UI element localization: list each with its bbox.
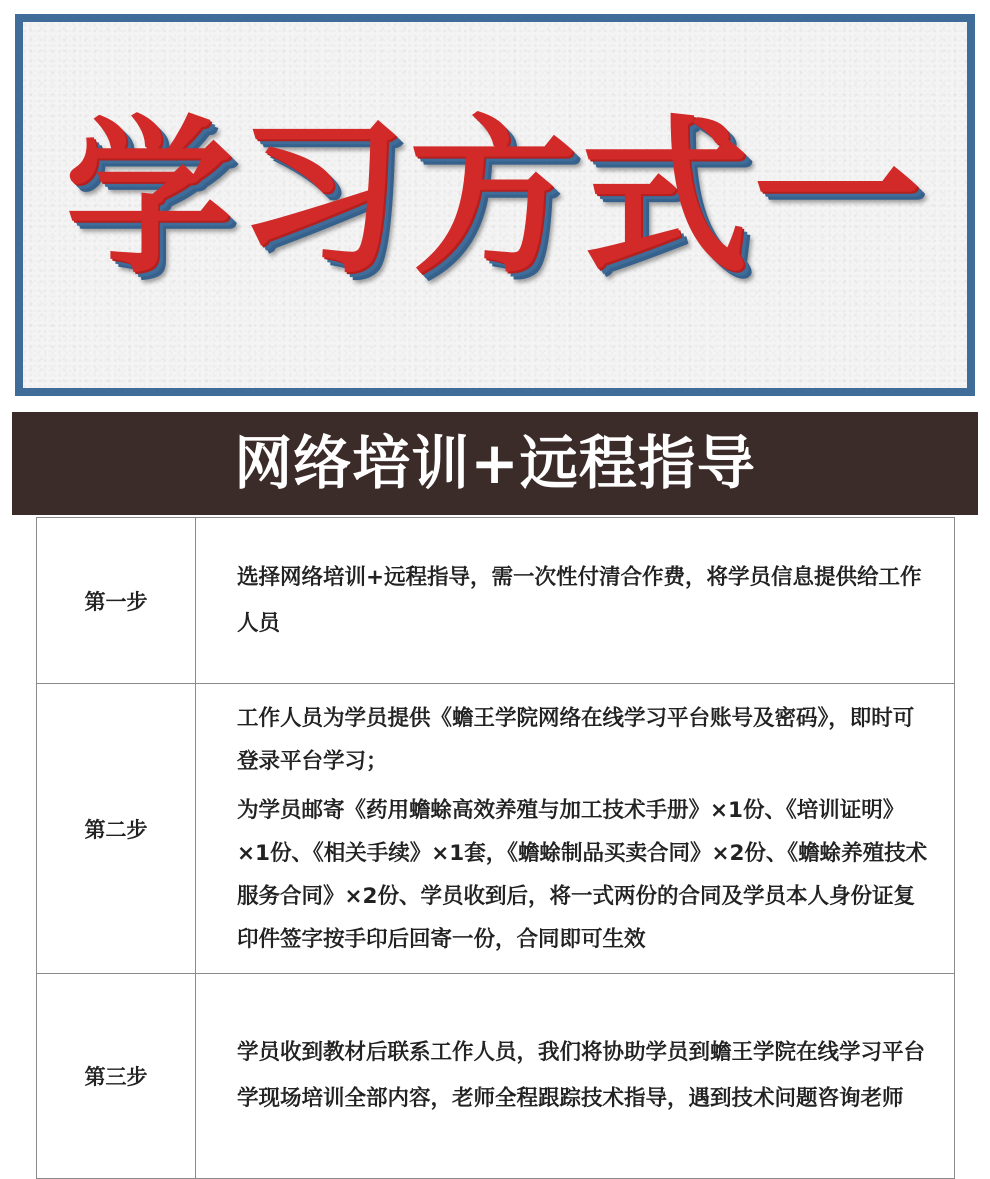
step-row (37, 974, 955, 1179)
banner-title: 网络培训+远程指导 (234, 429, 756, 497)
step-description (196, 684, 955, 974)
step-description (196, 974, 955, 1179)
step-paragraph: 为学员邮寄《药用蟾蜍高效养殖与加工技术手册》×1份、《培训证明》×1份、《相关手续》×1套，《蟾蜍制品买卖合同》×2份、《蟾蜍养殖技术服务合同》×2份、学员收到后，将一式两份的合同及学员本人身份证复印件签字按手印后回寄一份，合同即可生效 (237, 797, 928, 952)
step-label: 第三步 (37, 974, 196, 1179)
hero-panel (15, 14, 975, 396)
step-row (37, 518, 955, 684)
step-paragraph: 工作人员为学员提供《蟾王学院网络在线学习平台账号及密码》，即时可登录平台学习； (237, 705, 915, 774)
section-banner (12, 412, 978, 515)
step-paragraph: 学员收到教材后联系工作人员，我们将协助学员到蟾王学院在线学习平台学现场培训全部内容，老师全程跟踪技术指导，遇到技术问题咨询老师 (237, 1040, 926, 1111)
hero-title: 学习方式一 (65, 100, 925, 296)
step-label: 第一步 (37, 518, 196, 684)
step-description (196, 518, 955, 684)
step-label: 第二步 (37, 684, 196, 974)
step-paragraph: 选择网络培训+远程指导，需一次性付清合作费，将学员信息提供给工作人员 (237, 564, 922, 636)
steps-table (36, 517, 955, 1179)
step-row (37, 684, 955, 974)
